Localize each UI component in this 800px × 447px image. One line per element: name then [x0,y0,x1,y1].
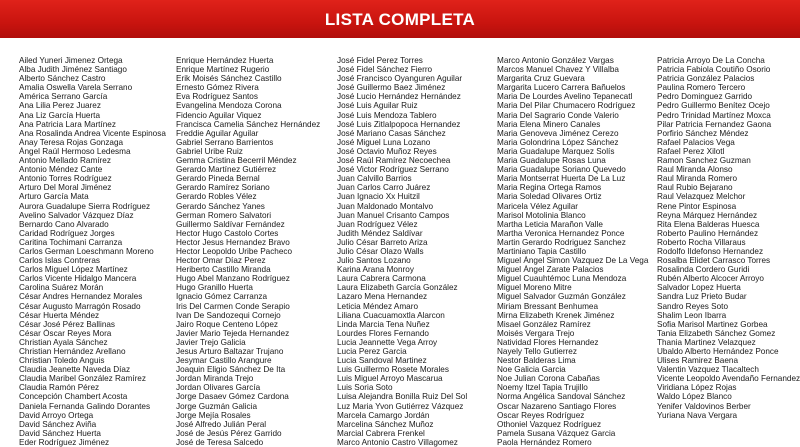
list-item: José Luis Aguilar Ruiz [337,101,418,111]
list-item: Jordan Olivares García [176,383,261,393]
list-item: Pilar Patricia Fernandez Gaona [657,119,772,129]
list-item: Karina Arana Monroy [337,265,414,275]
list-item: Judith Méndez Saldívar [337,228,423,238]
list-item: César Andres Hernandez Morales [19,292,143,302]
list-item: Miguel Moreno Mitre [497,283,572,293]
list-item: Jorge Guzmán Galicia [176,401,257,411]
list-item: Othoniel Vazquez Rodríguez [497,419,602,429]
list-item: Christian Hernández Arellano [19,347,126,356]
list-item: Francisca Camelia Sánchez Hernández [176,119,321,129]
list-item: Noemy Itzel Tapia Trujillo [497,383,588,393]
list-item: Pedro Dominguez Garrido [657,92,753,102]
list-item: Marcelina Sánchez Muñoz [337,419,434,429]
list-item: Antonio Méndez Cante [19,165,103,175]
list-item: Ana Rosalinda Andrea Vicente Espinosa [19,128,166,138]
list-item: Aurora Guadalupe Sierra Rodríguez [19,201,151,211]
list-item: Arturo García Mata [19,192,89,202]
list-item: Christian Ayala Sánchez [19,337,108,347]
list-item: Sandra Luz Prieto Budar [657,292,747,302]
list-item: Gabriel Serrano Barrientos [176,137,274,147]
list-item: David Sánchez Aviña [19,419,97,429]
list-item: Maria Guadalupe Rosas Luna [497,156,606,166]
list-item: Carlos Islas Contreras [19,256,100,266]
list-item: Rafael Perez Xilotl [657,146,725,156]
list-item: Maria Del Sagrario Conde Valerio [497,110,619,120]
list-item: Iris Del Carmen Conde Serapio [176,301,290,311]
list-item: Claudia Maribel González Ramírez [19,374,146,384]
list-item: Julio Santos Lozano [337,256,411,266]
list-item: Miguel Cuauhtémoc Luna Mendoza [497,274,627,284]
list-item: Christian Toledo Anguis [19,356,105,366]
list-item: Eva Rodríguez Santos [176,92,258,102]
list-item: Tania Elizabeth Sánchez Gomez [657,328,776,338]
list-item: Miriam Bressant Benhumea [497,301,599,311]
list-item: José Alfredo Julián Peral [176,419,267,429]
list-item: José de Jesús Pérez Garrido [176,428,282,438]
list-item: Jordan Miranda Trejo [176,374,254,384]
list-item: Claudia Jeanette Naveda Díaz [19,365,131,375]
list-item: Luis Guillermo Rosete Morales [337,365,449,375]
list-item: Shalim Leon Ibarra [657,310,727,320]
list-item: Ernesto Gómez Rivera [176,83,259,93]
list-item: Maria Genoveva Jiménez Cerezo [497,128,619,138]
list-item: Julio César Barreto Ariza [337,237,428,247]
list-item: Viridiana López Rojas [657,383,737,393]
names-column-1 [19,56,179,447]
list-item: César Augusto Marragón Rosado [19,301,141,311]
list-item: Laura Elizabeth García González [337,283,458,293]
list-item: Rafael Palacios Vega [657,137,735,147]
list-item: Leticia Méndez Amaro [337,301,419,311]
list-item: Claudia Ramón Pérez [19,383,100,393]
list-item: Marisol Motolinia Blanco [497,210,586,220]
list-item: Hugo Granillo Huerta [176,283,253,293]
list-item: Fidencio Aguilar Viquez [176,110,262,120]
list-item: Roberto Rocha Villaraus [657,237,746,247]
list-item: Natividad Flores Hernandez [497,337,599,347]
list-item: Jairo Roque Centeno López [176,319,278,329]
list-item: Joaquin Eligio Sánchez De Ita [176,365,286,375]
list-item: Erik Moisés Sánchez Castillo [176,74,282,84]
list-item: Maricela Vélez Aguilar [497,201,579,211]
list-item: Maria Montserrat Huerta De La Luz [497,174,626,184]
list-item: Javier Mario Tejeda Hernandez [176,328,290,338]
list-item: Oscar Nazareno Santiago Flores [497,401,617,411]
list-item: Marcos Manuel Chavez Y Villalba [497,65,619,75]
list-item: Norma Angélica Sandoval Sánchez [497,392,626,402]
list-item: Enrique Hernández Huerta [176,56,274,65]
list-item: Concepción Chambert Acosta [19,392,128,402]
list-item: Hugo Abel Manzano Rodríguez [176,274,290,284]
list-item: Ramon Sanchez Guzman [657,156,751,166]
list-item: Luis Soria Soto [337,383,393,393]
list-item: Thania Martinez Velazquez [657,337,756,347]
list-item: Daniela Fernanda Galindo Dorantes [19,401,151,411]
list-item: Juan Manuel Crisanto Campos [337,210,450,220]
list-item: Juan Maldonado Montalvo [337,201,434,211]
list-item: Caritina Tochimani Carranza [19,237,123,247]
list-item: Nayely Tello Gutierrez [497,347,577,356]
list-item: Luis Miguel Arroyo Mascarua [337,374,443,384]
list-item: Ignacio Gómez Carranza [176,292,268,302]
list-item: Hector Leopoldo Uribe Pacheco [176,246,293,256]
list-item: Martiniano Tapia Castillo [497,246,587,256]
list-item: David Arroyo Ortega [19,410,94,420]
list-item: Raul Miranda Romero [657,174,738,184]
list-item: Jorge Mejía Rosales [176,410,251,420]
list-item: Patricia González Palacios [657,74,755,84]
list-item: Martha Veronica Hernandez Ponce [497,228,625,238]
list-item: José Fidel Sánchez Fierro [337,65,433,75]
list-item: Yenifer Valdovinos Berber [657,401,751,411]
list-item: Avelino Salvador Vázquez Díaz [19,210,134,220]
list-item: Lucia Perez Garcia [337,347,407,356]
list-item: César Huerta Méndez [19,310,100,320]
list-item: German Romero Salvatori [176,210,272,220]
list-item: Heriberto Castillo Miranda [176,265,271,275]
list-item: David Sánchez Huerta [19,428,101,438]
list-item: Reyna Márquez Hernández [657,210,758,220]
list-item: Hector Hugo Castolo Cortes [176,228,279,238]
list-item: Rodolfo Ildefonso Hernandez [657,246,764,256]
list-item: Pamela Susana Vázquez Garcia [497,428,616,438]
list-item: José Luis Mendoza Tablero [337,110,437,120]
list-item: Valentin Vazquez Tlacaltech [657,365,759,375]
list-item: Jesymar Castillo Arangure [176,356,272,366]
list-item: Lucia Sandoval Martinez [337,356,427,366]
list-item: Martha Leticia Marañon Valle [497,219,603,229]
list-item: Raul Rubio Bejarano [657,183,733,193]
list-item: Juan Rodríguez Vélez [337,219,418,229]
list-item: Carolina Suárez Morán [19,283,104,293]
list-item: Carlos Miguel López Martínez [19,265,128,275]
list-item: Paulina Romero Tercero [657,83,746,93]
list-item: Miguel Ángel Zarate Palacios [497,265,604,275]
list-item: Maria Soledad Olivares Ortiz [497,192,602,202]
list-item: Antonio Mellado Ramírez [19,156,111,166]
list-item: Laura Cabrera Carmona [337,274,426,284]
list-item: Oscar Reyes Rodríguez [497,410,585,420]
list-item: Moisés Vergara Trejo [497,328,575,338]
list-item: Nestor Balderas Lima [497,356,576,366]
list-item: Roberto Paulino Hernández [657,228,759,238]
list-item: Linda Marcia Tena Nuñez [337,319,430,329]
list-item: Arturo Del Moral Jiménez [19,183,112,193]
list-item: Carlos Vicente Hidalgo Mancera [19,274,137,284]
list-item: Hector Omar Díaz Perez [176,256,266,266]
list-item: Gerardo Robles Vélez [176,192,257,202]
list-item: Patricia Fabiola Coutiño Osorio [657,65,771,75]
list-item: Gabriel Uribe Ruiz [176,146,243,156]
list-item: José Lucio Hernández Hernández [337,92,461,102]
list-item: Paola Hernández Romero [497,437,592,447]
list-item: Raul Velazquez Melchor [657,192,746,202]
list-item: José Raúl Ramírez Necoechea [337,156,451,166]
list-item: Liliana Cuacuamoxtla Alarcon [337,310,445,320]
list-item: Rita Elena Balderas Huesca [657,219,760,229]
list-item: Jesus Arturo Baltazar Trujano [176,347,284,356]
list-item: Marco Antonio Castro Villagomez [337,437,458,447]
list-item: Enrique Martínez Rugerio [176,65,270,75]
list-item: Ana Lilia Perez Juarez [19,101,101,111]
list-item: Juan Ignacio Xx Huitzil [337,192,420,202]
list-item: Noe Julian Corona Cabañas [497,374,600,384]
list-item: Ulises Ramirez Baena [657,356,738,366]
list-item: Alba Judith Jiménez Santiago [19,65,127,75]
list-item: Marco Antonio González Vargas [497,56,614,65]
list-item: Margarita Cruz Guevara [497,74,585,84]
list-item: Eder Rodríguez Jiménez [19,437,110,447]
list-item: José Francisco Oyanguren Aguilar [337,74,463,84]
list-item: Sandro Reyes Soto [657,301,729,311]
list-item: José Miguel Luna Lozano [337,137,431,147]
list-item: José Guillermo Baez Jiménez [337,83,446,93]
list-item: Gerardo Pineda Bernal [176,174,260,184]
list-item: Caridad Rodríguez Jorges [19,228,115,238]
list-item: Maria Regina Ortega Ramos [497,183,602,193]
list-item: Amalia Oswella Varela Serrano [19,83,133,93]
list-item: Mirna Elizabeth Krenek Jiménez [497,310,615,320]
list-item: Hector Jesus Hernandez Bravo [176,237,290,247]
list-item: Waldo López Blanco [657,392,732,402]
list-item: Salvador Lopez Huerta [657,283,741,293]
list-item: Anay Teresa Rojas Gonzaga [19,137,124,147]
list-item: Maria De Lourdes Avelino Tepanecatl [497,92,633,102]
list-item: Evangelina Mendoza Corona [176,101,282,111]
names-column-3 [337,56,497,447]
list-item: Ivan De Sandozequi Cornejo [176,310,281,320]
list-item: Ángel Raúl Hermoso Ledesma [19,146,131,156]
list-item: Juan Carlos Carro Juárez [337,183,431,193]
list-item: Marcial Cabrera Frenkel [337,428,425,438]
list-item: Rene Pintor Espinosa [657,201,737,211]
list-item: Maria Elena Minero Canales [497,119,601,129]
list-item: Sofia Marisol Martinez Gorbea [657,319,768,329]
list-item: Maria Del Pilar Chumacero Rodríguez [497,101,636,111]
list-item: César José Pérez Ballinas [19,319,116,329]
list-item: Ana Patricia Lara Martínez [19,119,116,129]
list-item: Margarita Lucero Carrera Bañuelos [497,83,626,93]
list-item: Pedro Guillermo Benítez Ocejo [657,101,770,111]
list-item: Guillermo Saldívar Fernández [176,219,285,229]
list-item: Miguel Salvador Guzmán González [497,292,626,302]
list-item: José de Teresa Salcedo [176,437,264,447]
list-item: Antonio Torres Rodríguez [19,174,112,184]
list-item: José Octavio Muñoz Reyes [337,146,437,156]
list-item: Gerardo Sánchez Yanes [176,201,265,211]
list-item: Javier Trejo Galicia [176,337,246,347]
list-item: José Luis Zitlalpopoca Hernandez [337,119,461,129]
list-item: Miguel Ángel Simon Vazquez De La Vega [497,256,649,266]
list-item: Ubaldo Alberto Hernández Ponce [657,347,779,356]
list-item: Juan Calvillo Barrios [337,174,412,184]
list-item: Maria Guadalupe Soriano Quevedo [497,165,626,175]
list-item: Pedro Trinidad Martínez Moxca [657,110,771,120]
list-item: Gemma Cristina Becerril Méndez [176,156,297,166]
list-item: José Mariano Casas Sánchez [337,128,446,138]
list-item: Rosalba Elidet Carrasco Torres [657,256,771,266]
list-item: Alberto Sánchez Castro [19,74,106,84]
list-item: Misael González Ramírez [497,319,591,329]
list-item: Porfirio Sánchez Méndez [657,128,749,138]
list-item: Jorge Dasaev Gómez Cardona [176,392,289,402]
list-item: Maria Guadalupe Marquez Solís [497,146,615,156]
list-item: Bernardo Cano Alvarado [19,219,109,229]
list-item: Gerardo Ramírez Soriano [176,183,270,193]
list-item: Lourdes Flores Fernando [337,328,429,338]
list-item: Rosalinda Cordero Guridi [657,265,750,275]
list-item: Luisa Alejandra Bonilla Ruiz Del Sol [337,392,468,402]
list-item: América Serrano García [19,92,108,102]
list-item: Luz Maria Yvon Gutiérrez Vázquez [337,401,464,411]
list-item: César Óscar Reyes Mora [19,328,112,338]
list-item: Gerardo Martínez Gutiérrez [176,165,277,175]
list-item: Marcela Camargo Jordán [337,410,430,420]
list-item: Patricia Arroyo De La Concha [657,56,765,65]
list-item: José Fidel Perez Torres [337,56,423,65]
list-item: Lazaro Mena Hernandez [337,292,428,302]
list-item: Ailed Yuneri Jimenez Ortega [19,56,123,65]
list-item: Raul Miranda Alonso [657,165,733,175]
list-item: Yuriana Nava Vergara [657,410,738,420]
list-item: Martin Gerardo Rodriguez Sanchez [497,237,626,247]
list-item: Noe Galicia Garcia [497,365,566,375]
list-item: Julio César Olazo Walls [337,246,424,256]
list-item: Vicente Leopoldo Avendaño Fernandez [657,374,800,384]
names-column-2 [176,56,336,447]
page-title: LISTA COMPLETA [324,10,476,29]
names-column-4 [497,56,657,447]
list-item: Carlos German Loeschmann Moreno [19,246,154,256]
list-item: Lucia Jeannette Vega Arroy [337,337,438,347]
list-item: Maria Golondrina López Sánchez [497,137,619,147]
list-item: José Victor Rodríguez Serrano [337,165,449,175]
names-list [0,56,800,447]
list-item: Rubén Alberto Alcocer Arroyo [657,274,764,284]
list-item: Freddie Aguilar Aguilar [176,128,259,138]
names-column-5 [657,56,800,420]
list-item: Ana Liz García Huerta [19,110,101,120]
